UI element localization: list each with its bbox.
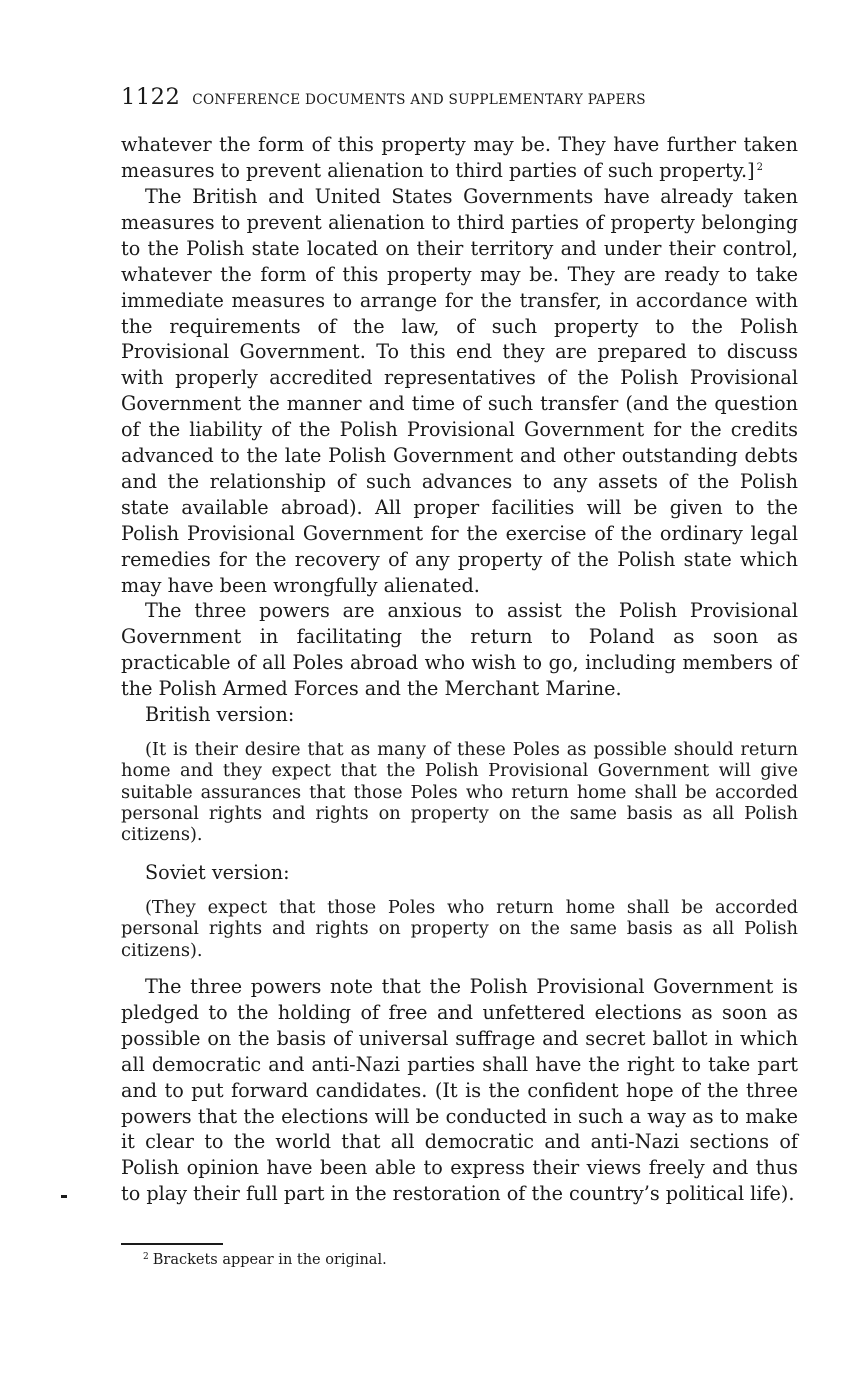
paragraph-text: whatever the form of this property may be. They have further taken measures to prevent alienation to third parties of such property.]	[121, 133, 798, 182]
british-version-text: (It is their desire that as many of these Poles as possible should return home and they expect that the Polish Provisional Government will give suitable assurances that those Poles who return home shall be accorded personal rights and rights on property on the same basis as all Polish citizens).	[121, 739, 798, 846]
paragraph-elections: The three powers note that the Polish Provisional Government is pledged to the holding of free and unfettered elections as soon as possible on the basis of universal suffrage and secret ballot in which all democratic and anti-Nazi parties shall have the right to take part and to put forward candidates. (It is the confident hope of the three powers that the elections will be conducted in such a way as to make it clear to the world that all democratic and anti-Nazi sections of Polish opinion have been able to express their views freely and thus to play their full part in the restoration of the country’s political life).	[121, 975, 798, 1206]
running-head: CONFERENCE DOCUMENTS AND SUPPLEMENTARY PAPERS	[192, 92, 646, 108]
soviet-version-text: (They expect that those Poles who return home shall be accorded personal rights and rights on property on the same basis as all Polish citizens).	[121, 897, 798, 961]
soviet-version-label: Soviet version:	[145, 861, 290, 884]
paragraph-return-of-poles: The three powers are anxious to assist the Polish Provisional Government in facilitating the return to Poland as soon as practicable of all Poles abroad who wish to go, including members of the Polish Armed Forces and the Merchant Marine.	[121, 599, 798, 700]
footnote-reference: 2	[756, 161, 764, 173]
paragraph-continuation	[121, 132, 798, 184]
margin-mark	[61, 1195, 67, 1198]
footnote-number: 2	[143, 1252, 149, 1262]
page-header	[121, 84, 801, 112]
british-version-label: British version:	[145, 703, 295, 726]
page-number: 1122	[121, 84, 181, 110]
footnote-text: Brackets appear in the original.	[152, 1252, 387, 1268]
footnote-divider	[121, 1243, 223, 1245]
paragraph-property-transfer: The British and United States Governments have already taken measures to prevent alienation to third parties of property belonging to the Polish state located on their territory and under their control, whatever the form of this property may be. They are ready to take immediate measures to arrange for the transfer, in accordance with the requirements of the law, of such property to the Polish Provisional Government. To this end they are prepared to discuss with properly accredited representatives of the Polish Provisional Government the manner and time of such transfer (and the question of the liability of the Polish Provisional Government for the credits advanced to the late Polish Government and other outstanding debts and the relationship of such advances to any assets of the Polish state available abroad). All proper facilities will be given to the Polish Provisional Government for the exercise of the ordinary legal remedies for the recovery of any property of the Polish state which may have been wrongfully alienated.	[121, 185, 798, 597]
footnote	[143, 1250, 387, 1270]
